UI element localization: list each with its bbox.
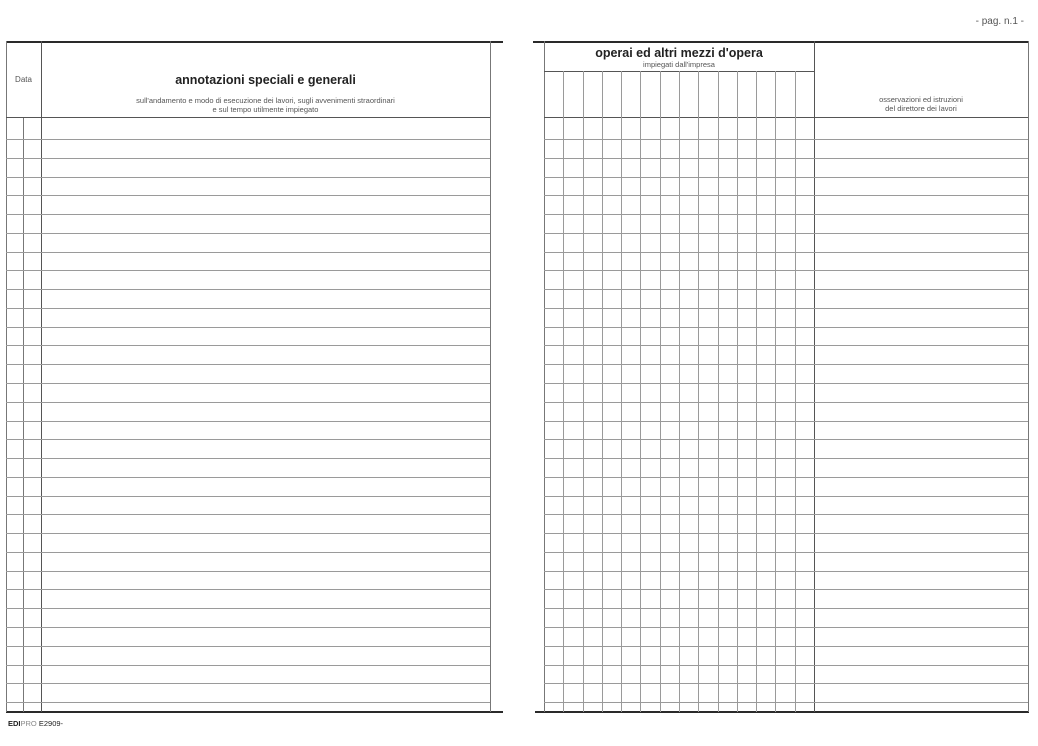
- row-rule: [6, 514, 490, 515]
- date-subdivider: [23, 117, 24, 712]
- left-header-bottom: [6, 117, 490, 118]
- row-rule: [6, 533, 490, 534]
- row-rule: [544, 158, 1028, 159]
- row-rule: [544, 195, 1028, 196]
- form-code: E2909-: [38, 719, 64, 728]
- row-rule: [544, 627, 1028, 628]
- row-rule: [544, 421, 1028, 422]
- grid-column-line: [718, 71, 719, 712]
- row-rule: [6, 270, 490, 271]
- grid-column-line: [737, 71, 738, 712]
- right-header-bottom: [544, 117, 1028, 118]
- row-rule: [544, 364, 1028, 365]
- row-rule: [6, 214, 490, 215]
- page-number: - pag. n.1 -: [975, 16, 1024, 27]
- row-rule: [6, 139, 490, 140]
- row-rule: [6, 477, 490, 478]
- row-rule: [6, 364, 490, 365]
- grid-column-line: [698, 71, 699, 712]
- notes-header-1: osservazioni ed istruzioni: [879, 95, 963, 104]
- annotations-subtitle-1: sull'andamento e modo di esecuzione dei lavori, sugli avvenimenti straordinari: [136, 96, 395, 105]
- row-rule: [6, 421, 490, 422]
- row-rule: [544, 327, 1028, 328]
- row-rule: [544, 214, 1028, 215]
- row-rule: [544, 552, 1028, 553]
- date-divider: [41, 41, 42, 712]
- row-rule: [6, 402, 490, 403]
- row-rule: [544, 533, 1028, 534]
- grid-column-line: [660, 71, 661, 712]
- right-bottom-rule: [535, 711, 1029, 713]
- row-rule: [544, 496, 1028, 497]
- row-rule: [6, 665, 490, 666]
- workers-subtitle: impiegati dall'impresa: [643, 60, 715, 69]
- row-rule: [544, 139, 1028, 140]
- row-rule: [6, 552, 490, 553]
- row-rule: [6, 627, 490, 628]
- left-right-border: [490, 41, 491, 712]
- annotations-title: annotazioni speciali e generali: [175, 73, 356, 87]
- row-rule: [544, 683, 1028, 684]
- right-outer-border: [1028, 41, 1029, 712]
- left-top-rule: [6, 41, 503, 43]
- row-rule: [6, 233, 490, 234]
- brand-light: PRO: [20, 719, 37, 728]
- row-rule: [544, 608, 1028, 609]
- row-rule: [544, 646, 1028, 647]
- left-border: [6, 41, 7, 712]
- row-rule: [544, 252, 1028, 253]
- notes-header-2: del direttore dei lavori: [885, 104, 957, 113]
- right-top-rule: [533, 41, 1029, 43]
- row-rule: [6, 308, 490, 309]
- row-rule: [6, 383, 490, 384]
- annotations-subtitle-2: e sul tempo utilmente impiegato: [212, 105, 319, 114]
- grid-column-line: [679, 71, 680, 712]
- row-rule: [544, 177, 1028, 178]
- row-rule: [544, 589, 1028, 590]
- row-rule: [6, 646, 490, 647]
- row-rule: [544, 571, 1028, 572]
- row-rule: [6, 345, 490, 346]
- row-rule: [6, 327, 490, 328]
- row-rule: [6, 683, 490, 684]
- row-rule: [544, 308, 1028, 309]
- publisher-footer: [8, 719, 63, 728]
- row-rule: [6, 589, 490, 590]
- row-rule: [6, 439, 490, 440]
- row-rule: [6, 702, 490, 703]
- row-rule: [544, 458, 1028, 459]
- row-rule: [544, 439, 1028, 440]
- row-rule: [544, 477, 1028, 478]
- row-rule: [544, 233, 1028, 234]
- grid-column-line: [563, 71, 564, 712]
- row-rule: [544, 514, 1028, 515]
- notes-divider: [814, 41, 815, 712]
- grid-column-line: [640, 71, 641, 712]
- grid-column-line: [775, 71, 776, 712]
- grid-column-line: [795, 71, 796, 712]
- row-rule: [6, 571, 490, 572]
- row-rule: [544, 665, 1028, 666]
- row-rule: [544, 345, 1028, 346]
- brand-bold: EDI: [8, 719, 21, 728]
- row-rule: [6, 458, 490, 459]
- grid-column-line: [583, 71, 584, 712]
- row-rule: [544, 383, 1028, 384]
- row-rule: [6, 608, 490, 609]
- row-rule: [6, 177, 490, 178]
- row-rule: [544, 402, 1028, 403]
- right-left-border: [544, 41, 545, 712]
- row-rule: [6, 496, 490, 497]
- row-rule: [6, 195, 490, 196]
- left-bottom-rule: [6, 711, 503, 713]
- grid-column-line: [756, 71, 757, 712]
- row-rule: [544, 702, 1028, 703]
- row-rule: [6, 252, 490, 253]
- row-rule: [544, 289, 1028, 290]
- row-rule: [6, 158, 490, 159]
- row-rule: [6, 289, 490, 290]
- grid-column-line: [602, 71, 603, 712]
- row-rule: [544, 270, 1028, 271]
- date-column-header: Data: [15, 75, 32, 84]
- grid-column-line: [621, 71, 622, 712]
- workers-title: operai ed altri mezzi d'opera: [595, 46, 763, 60]
